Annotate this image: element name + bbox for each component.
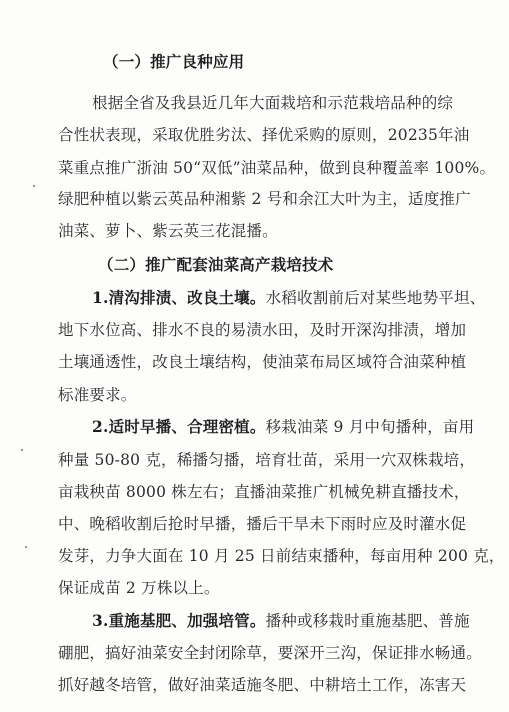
scan-speck bbox=[33, 185, 35, 187]
scan-speck bbox=[21, 449, 23, 451]
item-text: 水稻收割前后对某些地势平坦、 bbox=[265, 289, 486, 307]
paragraph-line: 菜重点推广浙油 50“双低”油菜品种，做到良种覆盖率 100%。 bbox=[58, 159, 496, 177]
section-heading-2: （二）推广配套油菜高产栽培技术 bbox=[98, 255, 334, 274]
paragraph-line: 中、晚稻收割后抢时早播，播后干旱未下雨时应及时灌水促 bbox=[58, 515, 467, 533]
paragraph-line: 种量 50-80 克，稀播匀播，培育壮苗，采用一穴双株栽培， bbox=[58, 451, 476, 469]
paragraph-line: 抓好越冬培管，做好油菜适施冬肥、中耕培土工作，冻害天 bbox=[58, 676, 467, 694]
paragraph-line: 合性状表现，采取优胜劣汰、择优采购的原则，20235年油 bbox=[58, 126, 470, 144]
paragraph-line: 硼肥，搞好油菜安全封闭除草，要深开三沟，保证排水畅通。 bbox=[58, 644, 482, 662]
paragraph-line bbox=[92, 417, 474, 437]
item-title-3: 3.重施基肥、加强培管。 bbox=[92, 611, 266, 630]
paragraph-line: 根据全省及我县近几年大面栽培和示范栽培品种的综 bbox=[92, 94, 454, 112]
item-text: 移栽油菜 9 月中旬播种，亩用 bbox=[265, 418, 475, 436]
section-heading-1: （一）推广良种应用 bbox=[103, 52, 245, 71]
paragraph-line: 土壤通透性，改良土壤结构，使油菜布局区域符合油菜种植 bbox=[58, 353, 467, 371]
item-title-1: 1.清沟排渍、改良土壤。 bbox=[92, 288, 266, 307]
paragraph-line bbox=[92, 611, 470, 631]
paragraph-line bbox=[92, 288, 485, 308]
paragraph-line: 保证成苗 2 万株以上。 bbox=[58, 579, 220, 597]
paragraph-line: 亩栽秧苗 8000 株左右；直播油菜推广机械免耕直播技术， bbox=[58, 483, 470, 501]
paragraph-line: 绿肥种植以紫云英品种湘紫 2 号和余江大叶为主，适度推广 bbox=[58, 190, 471, 208]
item-title-2: 2.适时早播、合理密植。 bbox=[92, 417, 266, 436]
paragraph-line: 地下水位高、排水不良的易渍水田，及时开深沟排渍，增加 bbox=[58, 321, 467, 339]
scan-speck bbox=[25, 546, 27, 548]
paragraph-line: 发芽，力争大面在 10 月 25 日前结束播种，每亩用种 200 克， bbox=[58, 547, 505, 565]
paragraph-line: 油菜、萝卜、紫云英三花混播。 bbox=[58, 222, 278, 240]
paragraph-line: 标准要求。 bbox=[58, 386, 137, 404]
item-text: 播种或移栽时重施基肥、普施 bbox=[265, 612, 470, 630]
